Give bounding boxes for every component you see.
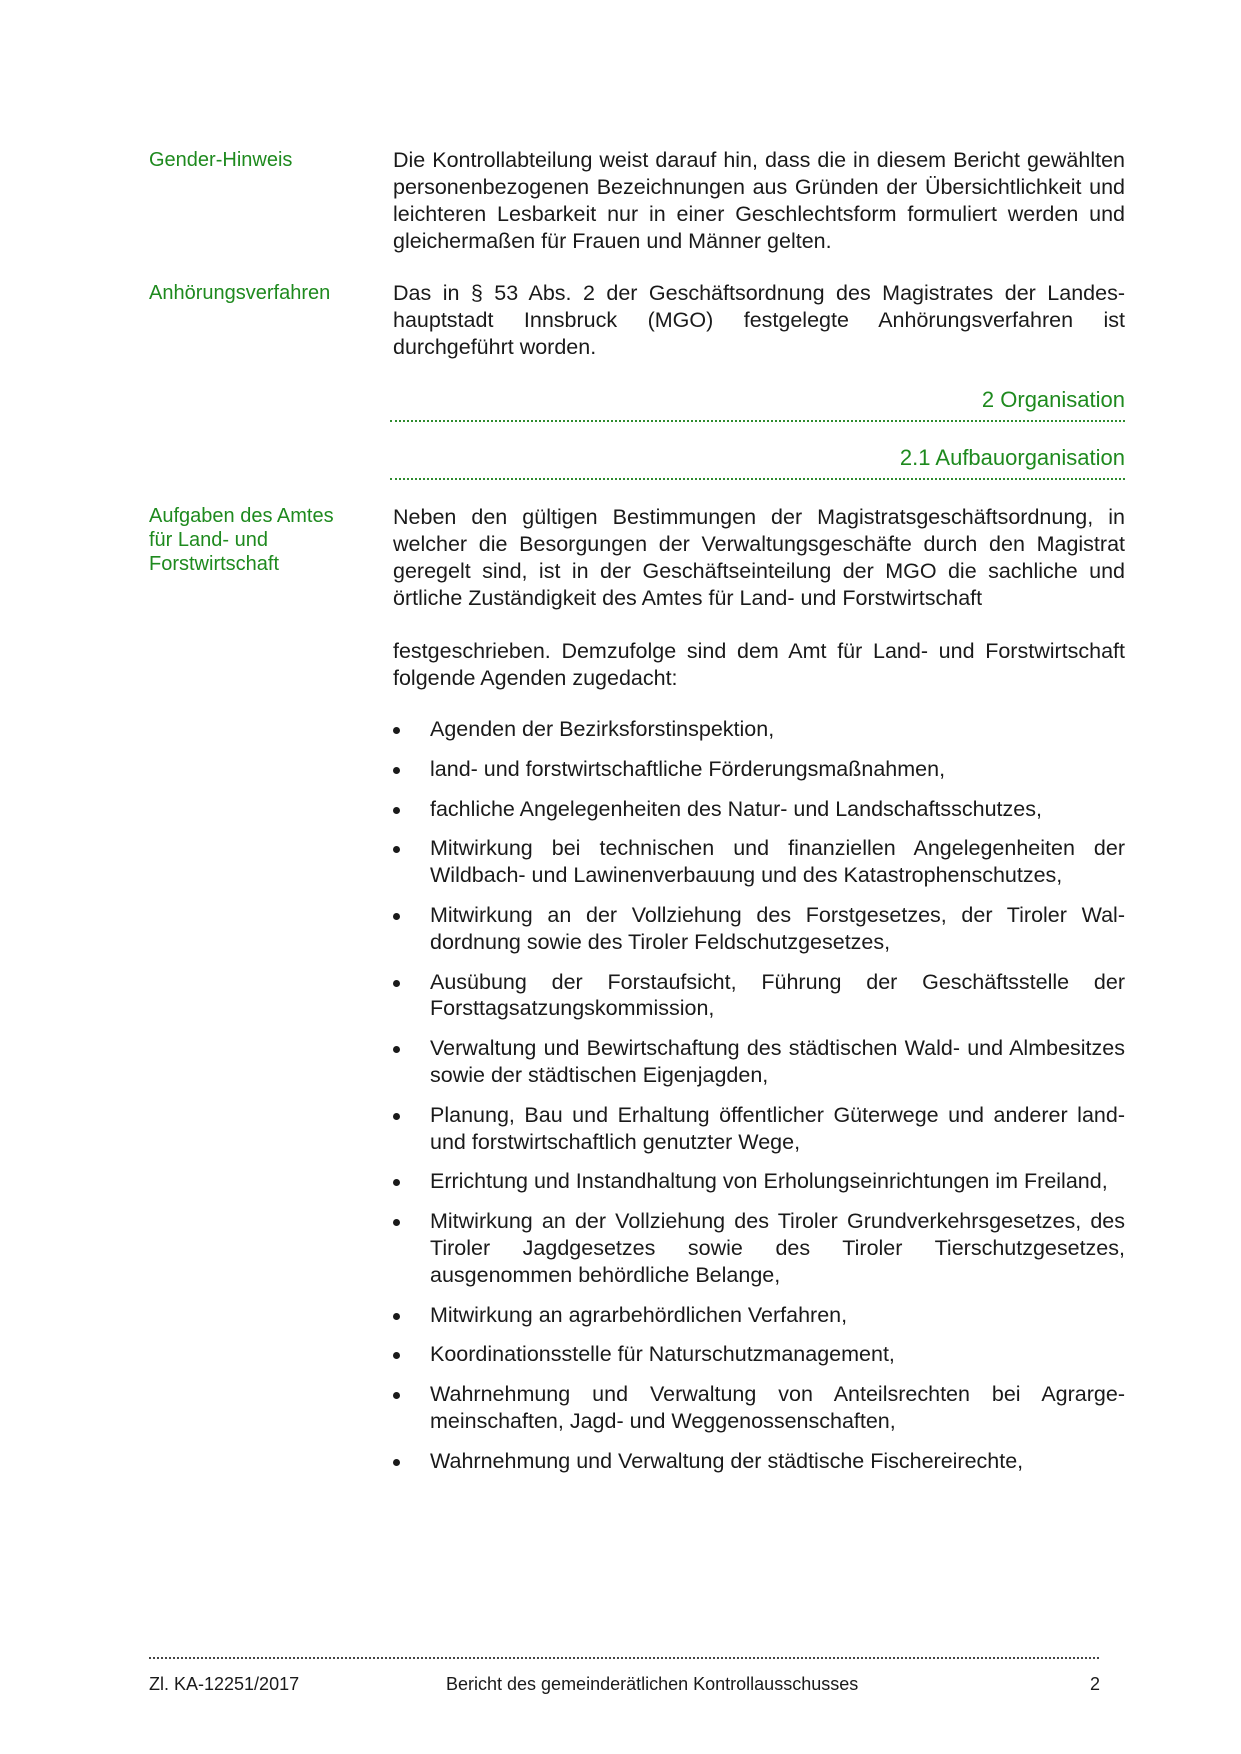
bullet-icon [393,980,400,987]
list-item [393,756,1125,783]
list-item [393,1381,1125,1435]
bullet-icon [393,1392,400,1399]
bullet-icon [393,767,400,774]
list-item-text: Planung, Bau und Erhaltung öffentlicher Güterwege und anderer land- und forstwirtschaftlich genutzter Wege, [430,1102,1125,1154]
list-item [393,1035,1125,1089]
footer-page-number: 2 [1090,1674,1101,1694]
bullet-icon [393,1113,400,1120]
bullet-icon [393,913,400,920]
margin-label-hearing: Anhörungsverfahren [149,282,331,304]
list-item-text: Mitwirkung an der Vollziehung des Tiroler Grundverkehrsgesetzes, des Tiroler Jagdgesetzes sowie des Tiroler Tierschutzgesetzes, ausgenommen behördliche Belange, [430,1209,1125,1287]
bullet-icon [393,1459,400,1466]
paragraph-tasks-continued: festgeschrieben. Demzufolge sind dem Amt für Land- und Forstwirtschaft folgende Agenden zugedacht: [393,639,1125,690]
list-item [393,1341,1125,1368]
list-item [393,716,1125,743]
bullet-icon [393,1219,400,1226]
margin-label-tasks-line: Forstwirtschaft [149,553,280,575]
list-item-text: Wahrnehmung und Verwaltung der städtische Fischereirechte, [430,1448,1024,1473]
list-item [393,1302,1125,1329]
list-item-text: Verwaltung und Bewirtschaftung des städtischen Wald- und Almbesitzes sowie der städtischen Eigenjagden, [430,1036,1125,1087]
list-item-text: Wahrnehmung und Verwaltung von Anteilsrechten bei Agrargemeinschaften, Jagd- und Weggenossenschaften, [430,1382,1125,1433]
bullet-icon [393,727,400,734]
paragraph-hearing: Das in § 53 Abs. 2 der Geschäftsordnung des Magistrates der Landeshauptstadt Innsbruck (MGO) festgelegte Anhörungsverfahren ist durchgeführt worden. [393,281,1125,359]
list-item [393,902,1125,956]
list-item-text: fachliche Angelegenheiten des Natur- und Landschaftsschutzes, [430,796,1042,821]
bullet-icon [393,1046,400,1053]
list-item [393,1102,1125,1156]
margin-label-tasks [149,504,364,576]
list-item-text: Errichtung und Instandhaltung von Erholungseinrichtungen im Freiland, [430,1169,1108,1194]
bullet-icon [393,846,400,853]
footer-report-title: Bericht des gemeinderätlichen Kontrollausschusses [446,1674,859,1694]
bullet-icon [393,1179,400,1186]
list-item-text: Mitwirkung an agrarbehördlichen Verfahren, [430,1302,848,1327]
bullet-icon [393,1352,400,1359]
list-item-text: Mitwirkung an der Vollziehung des Forstgesetzes, der Tiroler Waldordnung sowie des Tiroler Feldschutzgesetzes, [430,902,1125,954]
margin-label-tasks-line: für Land- und [149,529,268,551]
heading-organisation: 2 Organisation [390,386,1125,422]
list-item-text: Agenden der Bezirksforstinspektion, [430,717,775,741]
list-item [393,969,1125,1023]
list-item [393,796,1125,823]
margin-label-gender: Gender-Hinweis [149,149,293,171]
list-item [393,1168,1125,1195]
paragraph-gender-note: Die Kontrollabteilung weist darauf hin, dass die in diesem Bericht gewählten personenbezogenen Bezeichnungen aus Gründen der Übersichtlichkeit und leichteren Lesbarkeit nur in einer Geschlechtsform formuliert werden und gleichermaßen für Frauen und Männer gelten. [393,148,1125,253]
list-item-text: Koordinationsstelle für Naturschutzmanagement, [430,1342,895,1367]
list-item-text: Mitwirkung bei technischen und finanziellen Angelegenheiten der Wildbach- und Lawinenverbauung und des Katastrophenschutzes, [430,836,1125,888]
bullet-icon [393,807,400,814]
paragraph-tasks-intro: Neben den gültigen Bestimmungen der Magistratsgeschäftsordnung, in welcher die Besorgungen der Verwaltungsgeschäfte durch den Magistrat geregelt sind, ist in der Geschäftseinteilung der MGO die sachliche und örtliche Zuständigkeit des Amtes für Land- und Forstwirtschaft [393,505,1125,610]
heading-aufbauorganisation: 2.1 Aufbauorganisation [390,444,1125,480]
margin-label-tasks-line: Aufgaben des Amtes [149,505,334,527]
list-item-text: land- und forstwirtschaftliche Förderungsmaßnahmen, [430,756,946,781]
list-item [393,1448,1125,1475]
task-list [393,716,1125,1488]
list-item-text: Ausübung der Forstaufsicht, Führung der Geschäftsstelle der Forsttagsatzungskommission, [430,969,1125,1021]
footer-reference: Zl. KA-12251/2017 [149,1674,300,1694]
list-item [393,835,1125,889]
footer-divider [149,1657,1099,1659]
bullet-icon [393,1313,400,1320]
list-item [393,1208,1125,1288]
